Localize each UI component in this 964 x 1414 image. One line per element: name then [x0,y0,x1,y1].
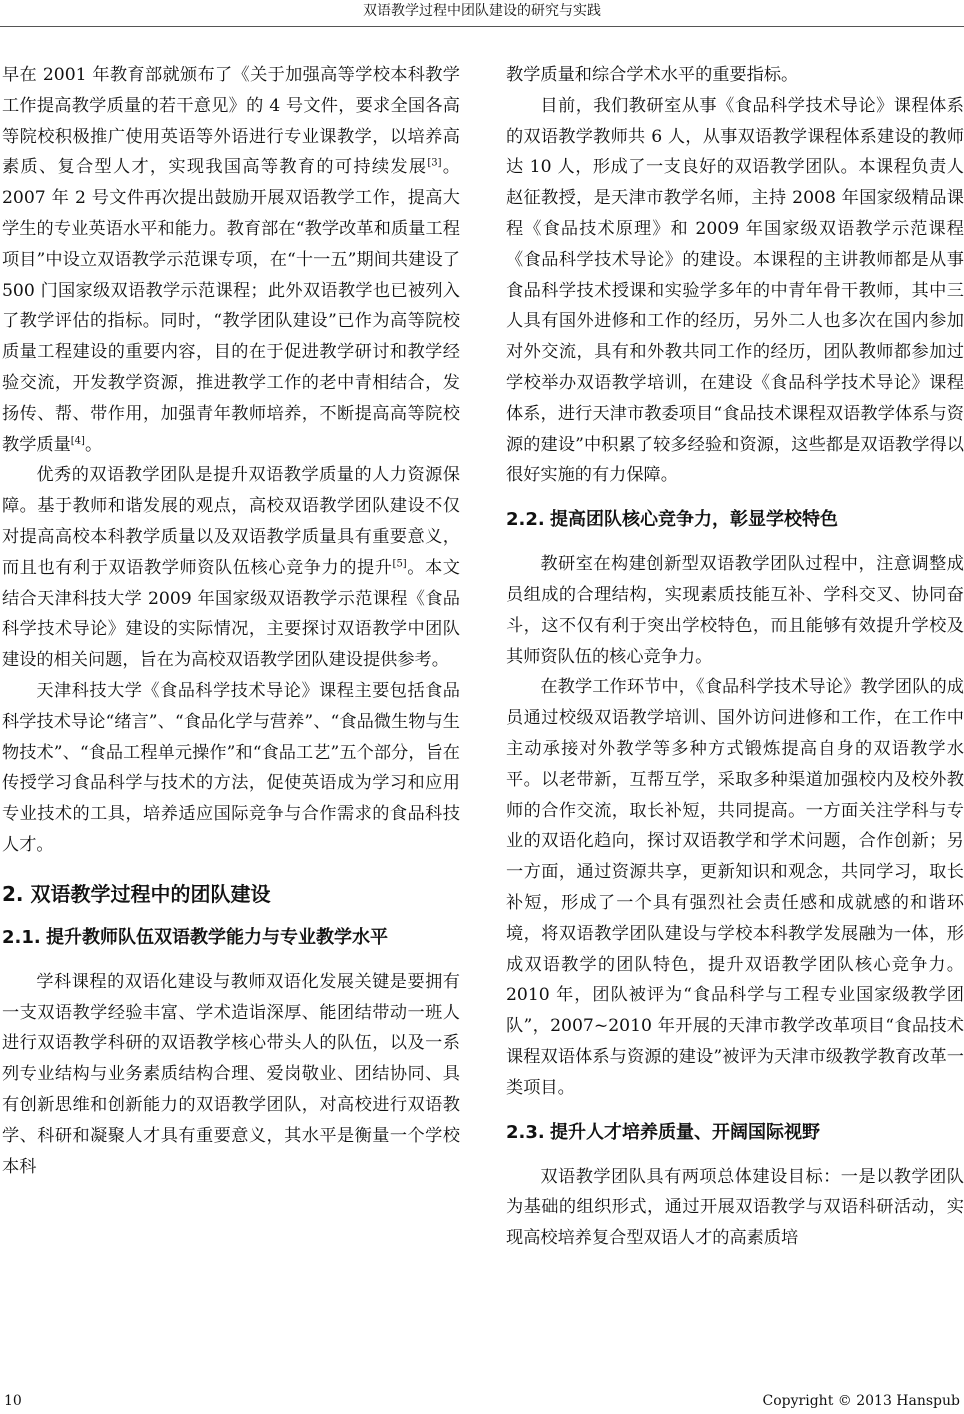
paragraph: 目前，我们教研室从事《食品科学技术导论》课程体系的双语教学教师共 6 人，从事双语教学课程体系建设的教师达 10 人，形成了一支良好的双语教学团队。本课程负责人赵征教授，是天津市教学名师，主持 2008 年国家级精品课程《食品技术原理》和 2009 年国家级双语教学示范课程《食品科学技术导论》的建设。本课程的主讲教师都是从事食品科学技术授课和实验学多年的中青年骨干教师，其中三人具有国外进修和工作的经历，另外二人也多次在国内参加对外交流，具有和外教共同工作的经历，团队教师都参加过学校举办双语教学培训，在建设《食品科学技术导论》课程体系，进行天津市教委项目“食品技术课程双语教学体系与资源的建设”中积累了较多经验和资源，这些都是双语教学得以很好实施的有力保障。 [506,95,964,486]
right-column [506,60,964,1254]
left-column [2,60,460,1182]
citation-ref: [3] [427,157,442,169]
paragraph: 早在 2001 年教育部就颁布了《关于加强高等学校本科教学工作提高教学质量的若干意见》的 4 号文件，要求全国各高等院校积极推广使用英语等外语进行专业课教学，以培养高素质、复合型人才，实现我国高等教育的可持续发展[3]。2007 年 2 号文件再次提出鼓励开展双语教学工作，提高大学生的专业英语水平和能力。教育部在“教学改革和质量工程项目”中设立双语教学示范课专项，在“十一五”期间共建设了 500 门国家级双语教学示范课程；此外双语教学也已被列入了教学评估的指标。同时，“教学团队建设”已作为高等院校质量工程建设的重要内容，目的在于促进教学研讨和教学经验交流，开发教学资源，推进教学工作的老中青相结合，发扬传、帮、带作用，加强青年教师培养，不断提高高等院校教学质量[4]。 [2,65,460,455]
citation-ref: [4] [70,434,85,446]
running-header-title: 双语教学过程中团队建设的研究与实践 [363,3,601,19]
paragraph: 优秀的双语教学团队是提升双语教学质量的人力资源保障。基于教师和谐发展的观点，高校双语教学团队建设不仅对提高高校本科教学质量以及双语教学质量具有重要意义，而且也有利于双语教学师资队伍核心竞争力的提升[5]。本文结合天津科技大学 2009 年国家级双语教学示范课程《食品科学技术导论》建设的实际情况，主要探讨双语教学中团队建设的相关问题，旨在为高校双语教学团队建设提供参考。 [2,465,460,671]
paragraph: 教研室在构建创新型双语教学团队过程中，注意调整成员组成的合理结构，实现素质技能互补、学科交叉、协同奋斗，这不仅有利于突出学校特色，而且能够有效提升学校及其师资队伍的核心竞争力。 [506,554,964,667]
paragraph: 在教学工作环节中，《食品科学技术导论》教学团队的成员通过校级双语教学培训、国外访问进修和工作，在工作中主动承接对外教学等多种方式锻炼提高自身的双语教学水平。以老带新，互帮互学，采取多种渠道加强校内及校外教师的合作交流，取长补短，共同提高。一方面关注学科与专业的双语化趋向，探讨双语教学和学术问题，合作创新；另一方面，通过资源共享，更新知识和观念，共同学习，取长补短，形成了一个具有强烈社会责任感和成就感的和谐环境，将双语教学团队建设与学校本科教学发展融为一体，形成双语教学的团队特色，提升双语教学团队核心竞争力。2010 年，团队被评为“食品科学与工程专业国家级教学团队”，2007~2010 年开展的天津市教学改革项目“食品技术课程双语体系与资源的建设”被评为天津市级教学教育改革一类项目。 [506,677,964,1098]
subsection-heading: 2.3. 提升人才培养质量、开阔国际视野 [506,1121,820,1143]
subsection-heading: 2.2. 提高团队核心竞争力，彰显学校特色 [506,509,838,531]
subsection-heading: 2.1. 提升教师队伍双语教学能力与专业教学水平 [2,926,388,948]
paragraph: 学科课程的双语化建设与教师双语化发展关键是要拥有一支双语教学经验丰富、学术造诣深厚、能团结带动一班人进行双语教学科研的双语教学核心带头人的队伍，以及一系列专业结构与业务素质结构合理、爱岗敬业、团结协同、具有创新思维和创新能力的双语教学团队，对高校进行双语教学、科研和凝聚人才具有重要意义，其水平是衡量一个学校本科 [2,971,460,1177]
paragraph: 双语教学团队具有两项总体建设目标：一是以教学团队为基础的组织形式，通过开展双语教学与双语科研活动，实现高校培养复合型双语人才的高素质培 [506,1166,964,1249]
page-number: 10 [4,1393,22,1409]
citation-ref: [5] [392,558,407,570]
section-heading: 2. 双语教学过程中的团队建设 [2,881,271,906]
page-footer [0,1390,964,1412]
paragraph: 教学质量和综合学术水平的重要指标。 [506,65,799,85]
copyright-notice: Copyright © 2013 Hanspub [762,1393,960,1409]
running-header [0,0,964,27]
paragraph: 天津科技大学《食品科学技术导论》课程主要包括食品科学技术导论“绪言”、“食品化学与营养”、“食品微生物与生物技术”、“食品工程单元操作”和“食品工艺”五个部分，旨在传授学习食品科学与技术的方法，促使英语成为学习和应用专业技术的工具，培养适应国际竞争与合作需求的食品科技人才。 [2,680,460,855]
